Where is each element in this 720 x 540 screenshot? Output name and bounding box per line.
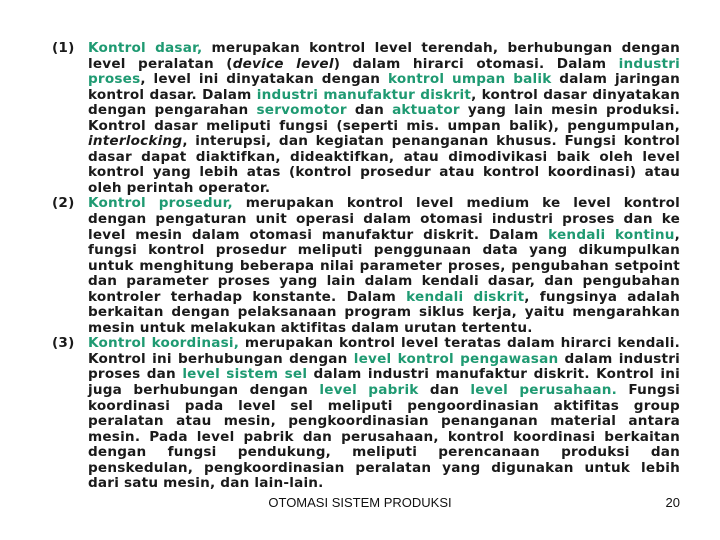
text-run: , interupsi, dan kegiatan penanganan khusus. Fungsi kontrol dasar dapat diaktifkan, dideaktifkan, atau dimodivikasi baik oleh level kontrol yang lebih atas (kontrol prosedur atau kontrol koordinasi) atau oleh perintah operator. xyxy=(88,133,680,196)
numbered-paragraph xyxy=(52,336,680,491)
text-run: yang lain mesin produksi. Kontrol dasar meliputi fungsi (seperti mis. umpan balik), pengumpulan, xyxy=(88,102,680,134)
highlighted-term: Kontrol prosedur, xyxy=(88,195,233,212)
paragraph-text xyxy=(88,336,680,491)
text-run: ) dalam hirarci otomasi. Dalam xyxy=(333,55,619,72)
paragraph-number: (1) xyxy=(52,40,75,56)
text-run: , fungsi kontrol prosedur meliputi penggunaan data yang dikumpulkan untuk menghitung beberapa nilai parameter proses, pengubahan setpoint dan parameter proses yang lain dalam kendali dasar, dan pengubahan kontroler terhadap konstante. Dalam xyxy=(88,226,681,305)
paragraph-text xyxy=(88,196,680,336)
text-run: dan xyxy=(346,102,393,119)
highlighted-term: servomotor xyxy=(256,102,347,119)
slide-body xyxy=(52,41,680,492)
highlighted-term: level pabrik xyxy=(319,382,419,399)
numbered-paragraph xyxy=(52,41,680,196)
text-run: merupakan kontrol level terendah, berhubungan dengan level peralatan ( xyxy=(88,40,680,72)
footer-title: OTOMASI SISTEM PRODUKSI xyxy=(268,495,452,510)
text-run: Fungsi koordinasi pada level sel meliputi pengoordinasian aktifitas group peralatan atau mesin, pengkoordinasian penanganan material antara mesin. Pada level pabrik dan perusahaan, kontrol koordinasi berkaitan dengan fungsi pendukung, meliputi perencanaan produksi dan penskedulan, pengkoordinasian peralatan yang digunakan untuk lebih dari satu mesin, dan lain-lain. xyxy=(88,382,681,492)
italic-term: interlocking xyxy=(88,133,183,150)
italic-term: device level xyxy=(232,55,334,72)
text-run: dan xyxy=(418,382,471,399)
text-run: , fungsinya adalah berkaitan dengan pelaksanaan program siklus kerja, yaitu mengarahkan mesin untuk melakukan aktifitas dalam urutan tertentu. xyxy=(88,288,680,336)
highlighted-term: kontrol umpan balik xyxy=(387,71,552,88)
text-run: , kontrol dasar dinyatakan dengan pengarahan xyxy=(88,86,680,119)
paragraph-number: (3) xyxy=(52,335,75,352)
text-run: merupakan kontrol level teratas dalam hirarci kendali. Kontrol ini berhubungan dengan xyxy=(88,335,680,367)
text-run: dalam industri manufaktur diskrit. Kontrol ini juga berhubungan dengan xyxy=(88,366,680,399)
highlighted-term: Kontrol dasar, xyxy=(88,40,203,56)
highlighted-term: Kontrol koordinasi, xyxy=(88,335,240,352)
highlighted-term: industri manufaktur diskrit xyxy=(256,86,472,103)
page-number: 20 xyxy=(665,495,680,510)
highlighted-term: kendali kontinu xyxy=(548,226,675,243)
highlighted-term: level perusahaan. xyxy=(470,382,618,399)
highlighted-term: level kontrol pengawasan xyxy=(353,350,559,367)
highlighted-term: kendali diskrit xyxy=(406,288,525,305)
paragraph-number: (2) xyxy=(52,195,75,212)
text-run: dalam jaringan kontrol dasar. Dalam xyxy=(88,71,680,103)
text-run: dalam industri proses dan xyxy=(88,350,680,383)
highlighted-term: aktuator xyxy=(392,102,460,119)
highlighted-term: industri proses xyxy=(88,55,680,88)
text-run: merupakan kontrol level medium ke level kontrol dengan pengaturan unit operasi dalam otomasi industri proses dan ke level mesin dalam otomasi manufaktur diskrit. Dalam xyxy=(88,195,680,243)
paragraph-text xyxy=(88,41,680,196)
highlighted-term: level sistem sel xyxy=(182,366,308,383)
text-run: , level ini dinyatakan dengan xyxy=(140,71,388,88)
numbered-paragraph xyxy=(52,196,680,336)
